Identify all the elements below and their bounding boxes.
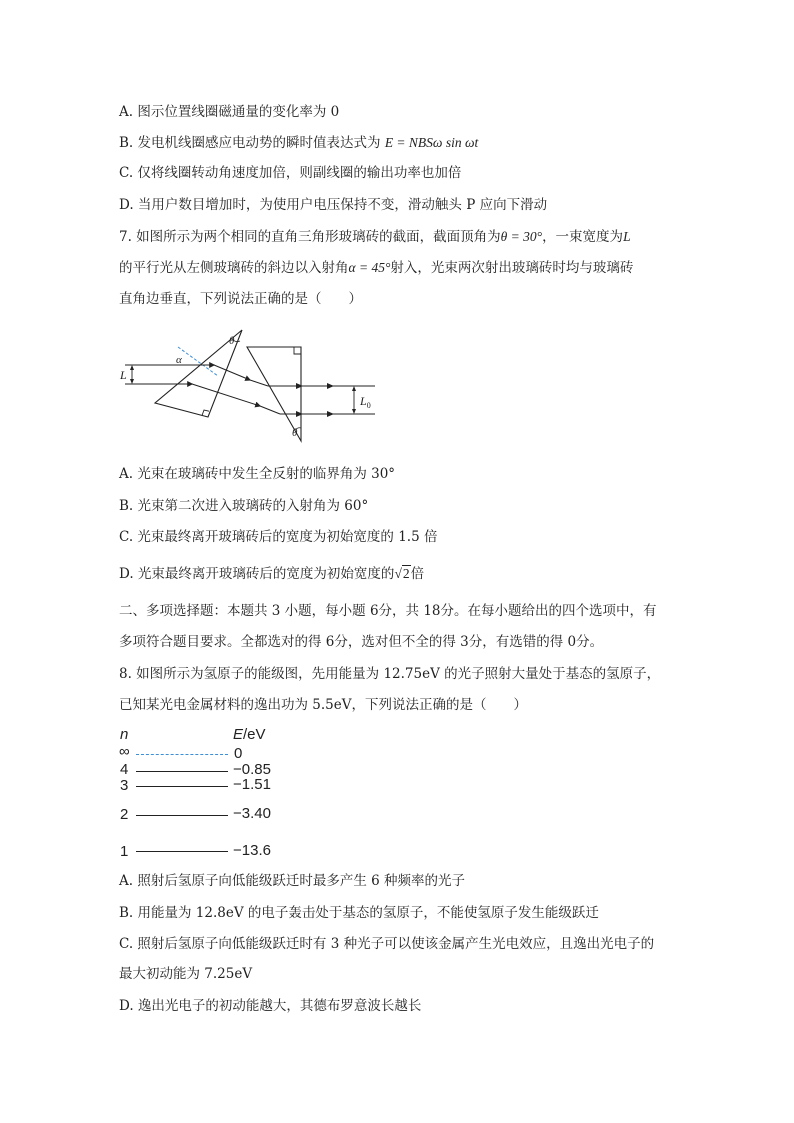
- level-e-1: −13.6: [233, 842, 271, 859]
- q8-option-c-line1: C. 照射后氢原子向低能级跃迁时有 3 种光子可以使该金属产生光电效应，且逸出光电子的: [119, 936, 655, 952]
- q7-stem-line3: 直角边垂直，下列说法正确的是（ ）: [119, 291, 362, 307]
- ray-lower-cont: [260, 406, 280, 414]
- right-prism-right-angle: [294, 347, 301, 354]
- q7-option-c: C. 光束最终离开玻璃砖后的宽度为初始宽度的 1.5 倍: [119, 529, 438, 545]
- q7-stem-line1: [119, 228, 631, 246]
- level-line-3: [136, 786, 228, 787]
- q7-alpha-value: α = 45°: [348, 260, 391, 275]
- q7-option-a: A. 光束在玻璃砖中发生全反射的临界角为 30°: [119, 466, 396, 482]
- level-line-2: [136, 815, 228, 816]
- q7-option-d: [119, 565, 424, 583]
- sqrt-radicand: 2: [402, 566, 410, 581]
- q7-option-d-suffix: 倍: [410, 566, 425, 582]
- sqrt-expression: √2: [394, 566, 410, 581]
- label-L0-sub: 0: [366, 401, 371, 410]
- label-L0: [359, 394, 371, 410]
- level-line-1: [136, 851, 228, 852]
- e-header: E/eV: [233, 726, 266, 743]
- left-prism-right-angle: [202, 410, 209, 416]
- q7-stem-text-b: ，一束宽度为: [542, 229, 624, 245]
- q7-option-d-text: D. 光束最终离开玻璃砖后的宽度为初始宽度的: [119, 566, 395, 582]
- q6-option-a: A. 图示位置线圈磁通量的变化率为 0: [119, 104, 340, 120]
- level-line-4: [136, 771, 228, 772]
- level-n-1: 1: [120, 843, 129, 860]
- label-theta-left: θ: [229, 335, 235, 347]
- q6-option-b-formula: E = NBSω sin ωt: [384, 135, 479, 150]
- n-header: n: [120, 726, 129, 743]
- q6-option-b-text: B. 发电机线圈感应电动势的瞬时值表达式为: [119, 135, 381, 151]
- ray-upper-mid: [214, 365, 250, 380]
- ray-upper-cont: [250, 380, 268, 386]
- q8-option-b: B. 用能量为 12.8eV 的电子轰击处于基态的氢原子，不能使氢原子发生能级跃迁: [119, 905, 599, 921]
- q8-option-c-line2: 最大初动能为 7.25eV: [119, 966, 253, 982]
- q7-stem-text2: 的平行光从左侧玻璃砖的斜边以入射角: [119, 260, 349, 276]
- section2-line1: 二、多项选择题：本题共 3 小题，每小题 6分，共 18分。在每小题给出的四个选项中，有: [119, 603, 657, 619]
- energy-level-diagram: [112, 726, 312, 866]
- label-L0-main: L: [360, 394, 367, 408]
- level-n-inf: ∞: [119, 743, 130, 760]
- q8-option-d: D. 逸出光电子的初动能越大，其德布罗意波长越长: [119, 998, 422, 1014]
- q7-option-b: B. 光束第二次进入玻璃砖的入射角为 60°: [119, 498, 369, 514]
- level-e-3: −1.51: [233, 776, 271, 793]
- level-e-4: −0.85: [233, 761, 271, 778]
- label-alpha: α: [176, 354, 182, 366]
- level-n-3: 3: [120, 777, 129, 794]
- q7-stem-line2: [119, 259, 633, 277]
- q6-option-b: [119, 134, 478, 152]
- q8-option-a: A. 照射后氢原子向低能级跃迁时最多产生 6 种频率的光子: [119, 873, 466, 889]
- ray-lower-mid: [192, 384, 260, 406]
- label-theta-right: θ: [292, 427, 298, 439]
- q7-theta-value: θ = 30°: [500, 229, 543, 244]
- level-n-2: 2: [120, 806, 129, 823]
- section2-line2: 多项符合题目要求。全都选对的得 6分，选对但不全的得 3分，有选错的得 0分。: [119, 634, 604, 650]
- q6-option-c: C. 仅将线圈转动角速度加倍，则副线圈的输出功率也加倍: [119, 165, 462, 181]
- q7-stem-text: 7. 如图所示为两个相同的直角三角形玻璃砖的截面，截面顶角为: [119, 229, 501, 245]
- level-e-2: −3.40: [233, 805, 271, 822]
- label-L: L: [120, 368, 127, 382]
- prism-figure: [110, 328, 390, 446]
- level-n-4: 4: [120, 761, 129, 778]
- q7-width-symbol: L: [623, 229, 631, 244]
- q6-option-d: D. 当用户数目增加时，为使用户电压保持不变，滑动触头 P 应向下滑动: [119, 197, 548, 213]
- q8-stem-line1: 8. 如图所示为氢原子的能级图，先用能量为 12.75eV 的光子照射大量处于基态的氢原子，: [119, 666, 661, 682]
- e-header-unit: /eV: [243, 726, 266, 743]
- normal-line: [178, 347, 218, 376]
- q8-stem-line2: 已知某光电金属材料的逸出功为 5.5eV，下列说法正确的是（ ）: [119, 697, 527, 713]
- q7-stem-text2b: 射入，光束两次射出玻璃砖时均与玻璃砖: [390, 260, 634, 276]
- level-e-inf: 0: [234, 745, 243, 762]
- level-line-inf: [136, 754, 228, 755]
